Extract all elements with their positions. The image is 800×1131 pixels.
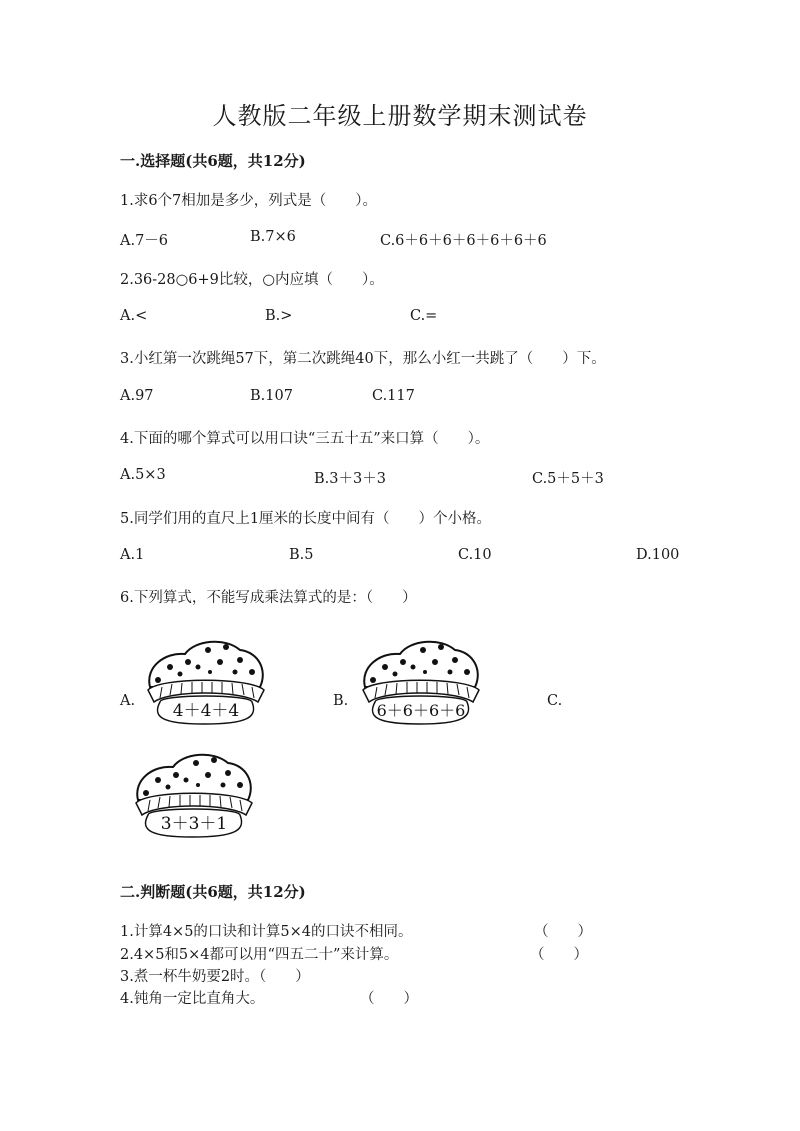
option-2c[interactable]: C.= xyxy=(410,308,438,324)
mushroom-a-label: 4＋4＋4 xyxy=(172,701,240,721)
answer-blank-2[interactable]: （ ） xyxy=(530,947,588,963)
option-6b[interactable]: B. xyxy=(333,693,349,709)
question-6: 6.下列算式，不能写成乘法算式的是：（ ） xyxy=(120,590,417,606)
question-3: 3.小红第一次跳绳57下，第二次跳绳40下，那么小红一共跳了（ ）下。 xyxy=(120,351,606,367)
section-heading-choice: 一.选择题(共6题，共12分) xyxy=(120,152,306,170)
answer-blank-1[interactable]: （ ） xyxy=(534,924,592,940)
mushroom-illustration-c xyxy=(128,745,258,845)
option-2a[interactable]: A.< xyxy=(120,308,148,324)
option-4a[interactable]: A.5×3 xyxy=(120,467,166,483)
option-5b[interactable]: B.5 xyxy=(289,547,314,563)
option-4c[interactable]: C.5＋5＋3 xyxy=(532,471,604,487)
judgement-item-2: 2.4×5和5×4都可以用“四五二十”来计算。 xyxy=(120,947,399,963)
option-3b[interactable]: B.107 xyxy=(250,388,293,404)
question-4: 4.下面的哪个算式可以用口诀“三五十五”来口算（ ）。 xyxy=(120,431,490,447)
page-title: 人教版二年级上册数学期末测试卷 xyxy=(212,102,588,130)
judgement-item-4: 4.钝角一定比直角大。 xyxy=(120,991,265,1007)
judgement-item-3: 3.煮一杯牛奶要2时。（ ） xyxy=(120,969,310,985)
option-5c[interactable]: C.10 xyxy=(458,547,492,563)
question-1: 1.求6个7相加是多少，列式是（ ）。 xyxy=(120,193,378,209)
question-2: 2.36-28○6+9比较，○内应填（ ）。 xyxy=(120,272,384,288)
mushroom-b-label: 6＋6＋6＋6 xyxy=(376,701,466,720)
mushroom-illustration-a xyxy=(140,632,270,732)
option-5d[interactable]: D.100 xyxy=(636,547,680,563)
option-1b[interactable]: B.7×6 xyxy=(250,229,296,245)
option-1a[interactable]: A.7－6 xyxy=(120,233,169,249)
option-3a[interactable]: A.97 xyxy=(120,388,154,404)
option-4b[interactable]: B.3＋3＋3 xyxy=(314,471,386,487)
answer-blank-4[interactable]: （ ） xyxy=(360,991,418,1007)
mushroom-illustration-b xyxy=(355,632,485,732)
option-6a[interactable]: A. xyxy=(120,693,136,709)
option-5a[interactable]: A.1 xyxy=(120,547,145,563)
option-2b[interactable]: B.> xyxy=(265,308,293,324)
question-5: 5.同学们用的直尺上1厘米的长度中间有（ ）个小格。 xyxy=(120,511,492,527)
section-heading-judgement: 二.判断题(共6题，共12分) xyxy=(120,883,306,901)
mushroom-c-label: 3＋3＋1 xyxy=(160,814,228,834)
judgement-item-1: 1.计算4×5的口诀和计算5×4的口诀不相同。 xyxy=(120,924,413,940)
option-6c[interactable]: C. xyxy=(547,693,563,709)
option-1c[interactable]: C.6＋6＋6＋6＋6＋6＋6 xyxy=(380,233,547,249)
option-3c[interactable]: C.117 xyxy=(372,388,415,404)
